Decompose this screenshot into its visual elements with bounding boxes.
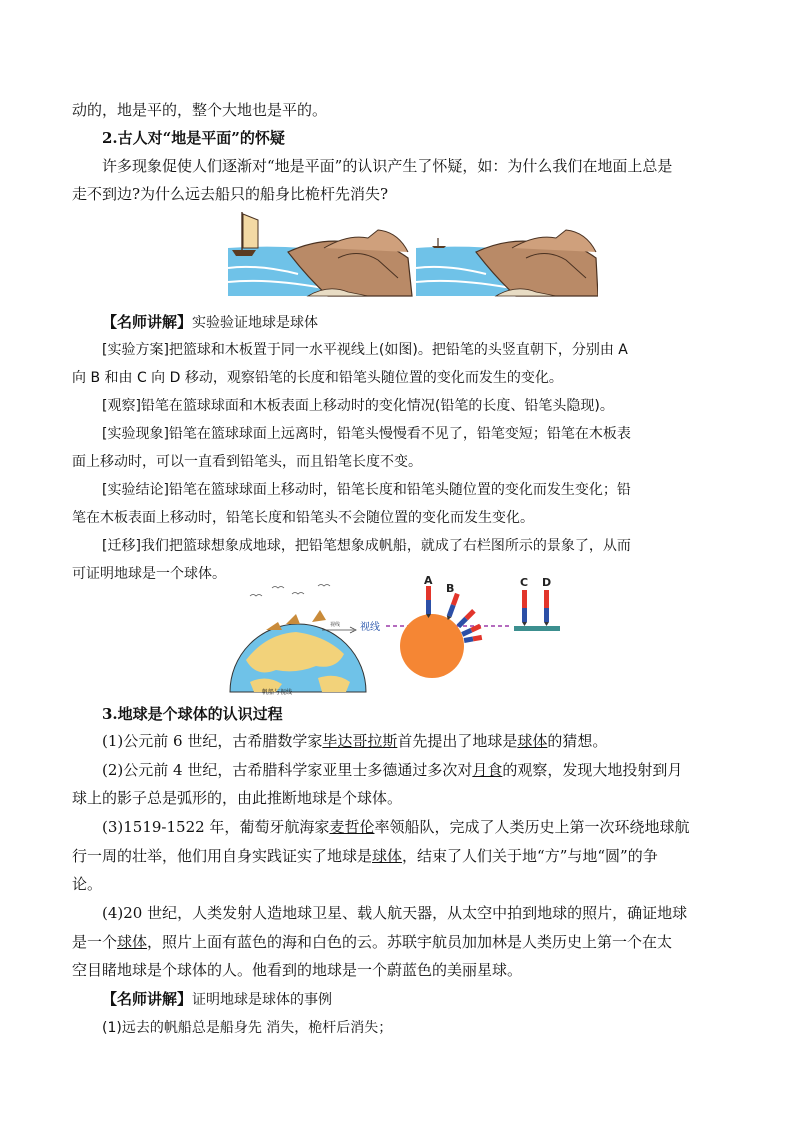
text-line <box>72 727 722 755</box>
board-pencils <box>522 590 549 626</box>
label-c: C <box>520 576 529 589</box>
text-span: 首先提出了地球是 <box>397 732 518 750</box>
coast-scene-right <box>416 230 598 296</box>
text-span: ，结束了人们关于地“方”与地“圆”的争 <box>402 847 658 865</box>
teacher-note-text: 证明地球是球体的事例 <box>192 992 333 1008</box>
basketball-circle <box>400 614 464 678</box>
underlined-term: 麦哲伦 <box>329 818 375 836</box>
globe-with-ships <box>230 585 366 697</box>
label-d: D <box>542 576 552 589</box>
globe-caption: 帆船与视线 <box>262 689 293 696</box>
text-span: (1)公元前 6 世纪，古希腊数学家 <box>102 732 323 750</box>
text-line: [观察]铅笔在篮球球面和木板表面上移动时的变化情况(铅笔的长度、铅笔头隐现)。 <box>102 398 614 414</box>
teacher-note-label: 【名师讲解】 <box>102 313 193 331</box>
ship-sight-small-label: 视线 <box>330 622 341 628</box>
underlined-term: 毕达哥拉斯 <box>322 732 398 750</box>
text-span: (3)1519-1522 年，葡萄牙航海家 <box>102 818 330 836</box>
text-line: 许多现象促使人们逐渐对“地是平面”的认识产生了怀疑，如：为什么我们在地面上总是 <box>102 157 673 175</box>
underlined-term: 月食 <box>472 761 503 779</box>
text-span: 行一周的壮举，他们用自身实践证实了地球是 <box>72 847 373 865</box>
teacher-note-2 <box>72 985 722 1014</box>
text-span: 是一个 <box>72 933 118 951</box>
text-span: 率领船队，完成了人类历史上第一次环绕地球航 <box>374 818 690 836</box>
text-line: (1)远去的帆船总是船身先 消失，桅杆后消失； <box>102 1020 393 1036</box>
text-line: 球上的影子总是弧形的，由此推断地球是个球体。 <box>72 789 403 807</box>
label-b: B <box>446 582 455 595</box>
text-line <box>72 928 722 956</box>
underlined-term: 球体 <box>517 732 548 750</box>
text-line: 笔在木板表面上移动时，铅笔长度和铅笔头不会随位置的变化而发生变化。 <box>72 510 534 526</box>
coast-scene-left <box>228 212 412 296</box>
text-line: 向 B 和由 C 向 D 移动，观察铅笔的长度和铅笔头随位置的变化而发生的变化。 <box>72 370 563 386</box>
text-line <box>72 842 722 870</box>
text-line <box>72 756 722 784</box>
text-line: 走不到边?为什么远去船只的船身比桅杆先消失? <box>72 185 389 203</box>
text-line: [实验现象]铅笔在篮球球面上远离时，铅笔头慢慢看不见了，铅笔变短；铅笔在木板表 <box>102 426 631 442</box>
text-line: 可证明地球是一个球体。 <box>72 566 226 582</box>
wooden-board <box>514 626 560 631</box>
teacher-note-label: 【名师讲解】 <box>102 990 193 1008</box>
underlined-term: 球体 <box>372 847 403 865</box>
text-line: [实验结论]铅笔在篮球球面上移动时，铅笔长度和铅笔头随位置的变化而发生变化；铅 <box>102 482 631 498</box>
label-a: A <box>424 574 433 587</box>
text-line: [实验方案]把篮球和木板置于同一水平视线上(如图)。把铅笔的头竖直朝下，分别由 A <box>102 342 628 358</box>
teacher-note-1 <box>72 308 722 337</box>
text-line: 空目睹地球是个球体的人。他看到的地球是一个蔚蓝色的美丽星球。 <box>72 961 523 979</box>
text-span: 的观察，发现大地投射到月 <box>502 761 683 779</box>
pencil-experiment-figure <box>226 574 582 698</box>
underlined-term: 球体 <box>117 933 148 951</box>
text-span: (2)公元前 4 世纪，古希腊科学家亚里士多德通过多次对 <box>102 761 473 779</box>
text-line: 动的，地是平的，整个大地也是平的。 <box>72 101 328 119</box>
section-heading-3: 3.地球是个球体的认识过程 <box>102 705 283 723</box>
text-line: 面上移动时，可以一直看到铅笔头，而且铅笔长度不变。 <box>72 454 422 470</box>
text-span: ，照片上面有蓝色的海和白色的云。苏联宇航员加加林是人类历史上第一个在太 <box>147 933 673 951</box>
ship-coast-illustration <box>228 208 598 300</box>
text-line <box>72 813 722 841</box>
text-line: (4)20 世纪，人类发射人造地球卫星、载人航天器，从太空中拍到地球的照片，确证地球 <box>102 904 688 922</box>
section-heading-2: 2.古人对“地是平面”的怀疑 <box>102 129 285 147</box>
teacher-note-text: 实验验证地球是球体 <box>192 315 319 331</box>
text-span: 的猜想。 <box>547 732 608 750</box>
text-line: 论。 <box>72 875 103 893</box>
sight-line-label: 视线 <box>360 622 380 633</box>
text-line: [迁移]我们把篮球想象成地球，把铅笔想象成帆船，就成了右栏图所示的景象了，从而 <box>102 538 631 554</box>
